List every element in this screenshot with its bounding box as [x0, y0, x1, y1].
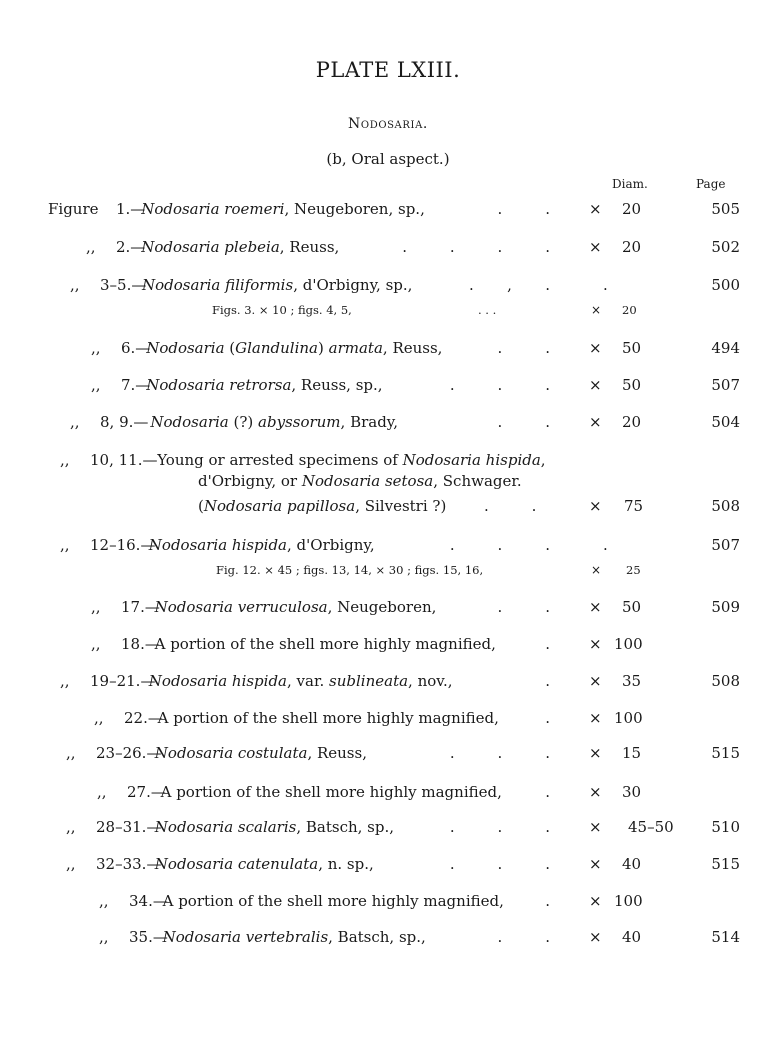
diam-value: 25	[626, 563, 641, 577]
cont-species: Nodosaria setosa	[301, 472, 434, 490]
leader-dots: . .	[484, 497, 537, 515]
species-name: Glandulina	[235, 339, 319, 357]
ditto-mark: ,,	[66, 744, 76, 762]
description-text: , Reuss,	[382, 339, 443, 357]
ditto-mark: ,,	[91, 339, 101, 357]
figure-description	[142, 274, 412, 297]
species-name: Nodosaria filiformis	[142, 276, 294, 294]
diam-value: 50	[622, 598, 642, 616]
cont-text: , Schwager.	[433, 472, 522, 490]
page-number: 507	[711, 536, 740, 554]
species-name: Nodosaria plebeia	[141, 238, 280, 256]
figure-number: 23–26.—	[96, 744, 162, 762]
diam-value: 100	[614, 892, 643, 910]
times-sign: ×	[589, 672, 602, 690]
page-number: 507	[711, 376, 740, 394]
diam-value: 20	[622, 200, 642, 218]
times-sign: ×	[589, 200, 602, 218]
times-sign: ×	[589, 709, 602, 727]
diam-value: 40	[622, 855, 642, 873]
ditto-mark: ,,	[99, 928, 109, 946]
description-text: , Brady,	[340, 413, 399, 431]
ditto-mark: ,,	[91, 376, 101, 394]
times-sign: ×	[589, 238, 602, 256]
species-name: abyssorum	[258, 413, 341, 431]
leader-dots: . . . .	[402, 238, 550, 256]
leader-dots: .	[545, 672, 550, 690]
ditto-mark: ,,	[94, 709, 104, 727]
leader-dots: . . .	[449, 536, 550, 554]
description-text: , Neugeboren,	[327, 598, 437, 616]
species-name: Nodosaria costulata	[154, 744, 308, 762]
species-name: Nodosaria hispida	[148, 672, 288, 690]
figure-label: Figure	[48, 200, 99, 218]
times-sign: ×	[589, 892, 602, 910]
ditto-mark: ,,	[66, 855, 76, 873]
leader-dots: .	[545, 635, 550, 653]
sub-line-dots: . . .	[478, 303, 497, 317]
ditto-mark: ,,	[91, 598, 101, 616]
page-column-header: Page	[696, 177, 726, 191]
leader-dots: . .	[497, 339, 550, 357]
diam-value: 20	[622, 303, 637, 317]
figure-number: 19–21.—	[90, 672, 156, 690]
species-name: Nodosaria verruculosa	[154, 598, 328, 616]
species-name: Nodosaria	[146, 339, 225, 357]
leader-dots: . .	[497, 598, 550, 616]
description-text: , Reuss,	[279, 238, 340, 256]
description-text: , Neugeboren, sp.,	[284, 200, 425, 218]
leader-dots: . . .	[449, 855, 550, 873]
diam-value: 40	[622, 928, 642, 946]
diam-value: .	[603, 276, 608, 294]
figure-number: 6.—	[121, 339, 151, 357]
cont-species: Nodosaria papillosa	[203, 497, 356, 515]
figure-description	[141, 236, 339, 259]
times-sign: ×	[589, 928, 602, 946]
figure-description	[157, 449, 545, 472]
times-sign: ×	[591, 563, 602, 577]
leader-dots: . . .	[449, 744, 550, 762]
figure-description	[146, 374, 382, 397]
figure-number: 12–16.—	[90, 536, 156, 554]
page-number: 500	[711, 276, 740, 294]
page-number: 508	[711, 497, 740, 515]
figure-number: 34.—	[129, 892, 168, 910]
diam-value: 50	[622, 339, 642, 357]
species-name: Nodosaria vertebralis	[162, 928, 329, 946]
description-text: A portion of the shell more highly magnified,	[162, 892, 504, 910]
diam-column-header: Diam.	[612, 177, 648, 191]
times-sign: ×	[589, 635, 602, 653]
times-sign: ×	[589, 339, 602, 357]
ditto-mark: ,,	[86, 238, 96, 256]
figure-number: 10, 11.—	[90, 451, 158, 469]
leader-dots: . . .	[449, 818, 550, 836]
oral-aspect-note: (b, Oral aspect.)	[326, 150, 450, 168]
page-number: 514	[711, 928, 740, 946]
figure-number: 27.—	[127, 783, 166, 801]
diam-value: 20	[622, 413, 642, 431]
times-sign: ×	[591, 303, 602, 317]
diam-value: .	[603, 536, 608, 554]
times-sign: ×	[589, 497, 602, 515]
cont-text: d'Orbigny, or	[198, 472, 302, 490]
description-text: ,	[540, 451, 546, 469]
figure-number: 35.—	[129, 928, 168, 946]
diam-value: 45–50	[628, 818, 674, 836]
species-name: sublineata	[329, 672, 409, 690]
figure-number: 17.—	[121, 598, 160, 616]
description-text: , var.	[287, 672, 330, 690]
figure-number: 1.—	[116, 200, 146, 218]
page-number: 510	[711, 818, 740, 836]
leader-dots: .	[545, 709, 550, 727]
ditto-mark: ,,	[91, 635, 101, 653]
figure-number: 7.—	[121, 376, 151, 394]
diam-value: 15	[622, 744, 642, 762]
description-text: A portion of the shell more highly magnified,	[154, 635, 496, 653]
ditto-mark: ,,	[60, 451, 70, 469]
description-text: , d'Orbigny,	[287, 536, 375, 554]
leader-dots: .	[545, 892, 550, 910]
description-text: , n. sp.,	[318, 855, 374, 873]
description-text: A portion of the shell more highly magnified,	[157, 709, 499, 727]
description-text: , d'Orbigny, sp.,	[293, 276, 413, 294]
species-name: Nodosaria	[150, 413, 229, 431]
figure-description	[155, 853, 374, 876]
species-name: Nodosaria scalaris	[154, 818, 297, 836]
species-name: Nodosaria hispida	[148, 536, 288, 554]
times-sign: ×	[589, 818, 602, 836]
times-sign: ×	[589, 744, 602, 762]
figure-number: 32–33.—	[96, 855, 162, 873]
continuation-line-2	[198, 472, 522, 490]
figure-number: 8, 9.—	[100, 413, 149, 431]
diam-value: 100	[614, 635, 643, 653]
figure-number: 3–5.—	[100, 276, 147, 294]
figure-number: 28–31.—	[96, 818, 162, 836]
times-sign: ×	[589, 855, 602, 873]
leader-dots: . .	[497, 200, 550, 218]
page-number: 515	[711, 855, 740, 873]
description-text: (?)	[228, 413, 259, 431]
leader-dots: . .	[497, 413, 550, 431]
species-name: Nodosaria catenulata	[154, 855, 319, 873]
description-text: , nov.,	[408, 672, 453, 690]
page-number: 504	[711, 413, 740, 431]
ditto-mark: ,,	[66, 818, 76, 836]
description-text: , Batsch, sp.,	[328, 928, 426, 946]
diam-value: 30	[622, 783, 642, 801]
page-number: 508	[711, 672, 740, 690]
sub-line-text: Figs. 3. × 10 ; figs. 4, 5,	[212, 303, 352, 317]
leader-dots: . .	[497, 928, 550, 946]
genus-heading: Nodosaria.	[348, 116, 428, 132]
page-number: 509	[711, 598, 740, 616]
species-name: Nodosaria roemeri	[141, 200, 285, 218]
figure-description	[149, 534, 375, 557]
description-text: , Reuss,	[307, 744, 367, 762]
leader-dots: . . .	[449, 376, 550, 394]
leader-dots: . , .	[468, 276, 550, 294]
diam-value: 20	[622, 238, 642, 256]
ditto-mark: ,,	[97, 783, 107, 801]
page-number: 515	[711, 744, 740, 762]
ditto-mark: ,,	[60, 672, 70, 690]
figure-number: 18.—	[121, 635, 160, 653]
cont-text: , Silvestri ?)	[355, 497, 447, 515]
page-number: 502	[711, 238, 740, 256]
description-text: Young or arrested specimens of	[157, 451, 403, 469]
cont-text: (	[198, 497, 204, 515]
description-text: A portion of the shell more highly magnified,	[160, 783, 502, 801]
ditto-mark: ,,	[99, 892, 109, 910]
description-text: , Reuss, sp.,	[291, 376, 383, 394]
plate-title: PLATE LXIII.	[315, 58, 461, 82]
ditto-mark: ,,	[60, 536, 70, 554]
description-text: )	[318, 339, 329, 357]
description-text: (	[224, 339, 236, 357]
page-number: 505	[711, 200, 740, 218]
page-number: 494	[711, 339, 740, 357]
figure-description	[155, 742, 367, 765]
cont-desc	[198, 495, 446, 518]
times-sign: ×	[589, 598, 602, 616]
diam-value: 75	[624, 497, 644, 515]
times-sign: ×	[589, 783, 602, 801]
diam-value: 35	[622, 672, 642, 690]
sub-line-text: Fig. 12. × 45 ; figs. 13, 14, × 30 ; figs. 15, 16,	[216, 563, 484, 577]
species-name: Nodosaria retrorsa	[146, 376, 292, 394]
ditto-mark: ,,	[70, 413, 80, 431]
ditto-mark: ,,	[70, 276, 80, 294]
description-text: , Batsch, sp.,	[296, 818, 395, 836]
figure-number: 22.—	[124, 709, 163, 727]
diam-value: 50	[622, 376, 642, 394]
figure-number: 2.—	[116, 238, 146, 256]
times-sign: ×	[589, 413, 602, 431]
diam-value: 100	[614, 709, 643, 727]
figure-description	[150, 411, 398, 434]
leader-dots: .	[545, 783, 550, 801]
species-name: armata	[328, 339, 383, 357]
species-name: Nodosaria hispida	[402, 451, 541, 469]
times-sign: ×	[589, 376, 602, 394]
figure-description	[155, 816, 394, 839]
